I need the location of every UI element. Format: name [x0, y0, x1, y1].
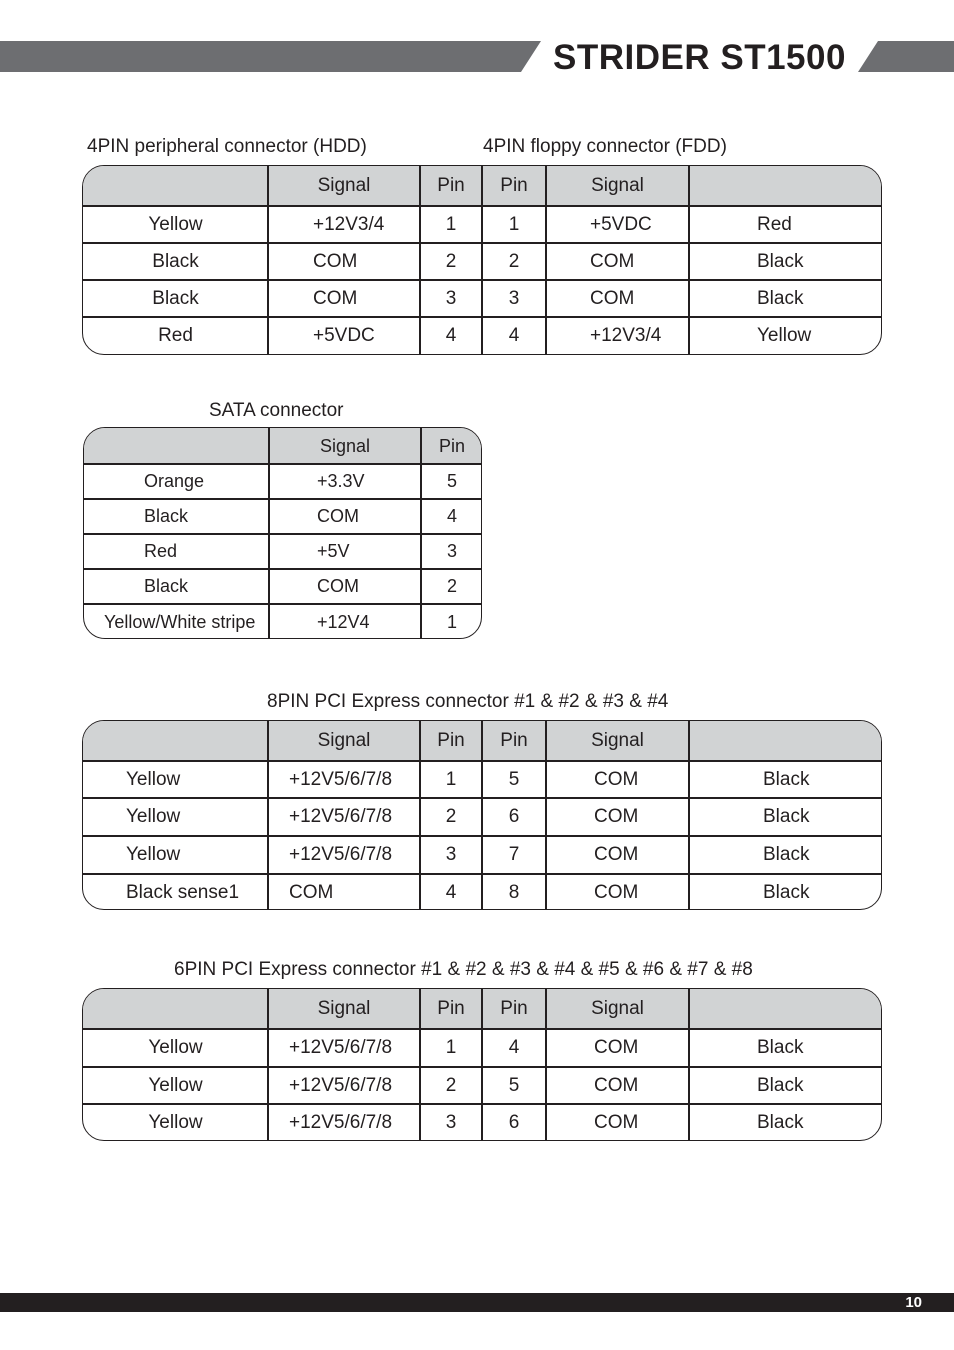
table-header-cell: [83, 989, 268, 1029]
table-cell: Red: [757, 214, 792, 235]
table-cell: 7: [508, 844, 520, 865]
table-cell: +12V5/6/7/8: [289, 769, 393, 790]
table-cell: COM: [289, 882, 334, 903]
table-header-cell: Pin: [500, 730, 528, 751]
table-header-cell: Signal: [319, 436, 371, 456]
table-cell: 2: [445, 806, 457, 827]
table-cell: +12V3/4: [313, 214, 385, 235]
table-cell: 2: [446, 576, 457, 596]
pcie6-caption: 6PIN PCI Express connector #1 & #2 & #3 & #4 & #5 & #6 & #7 & #8: [174, 959, 753, 980]
table-cell: 3: [445, 1112, 457, 1133]
table-header-cell: Signal: [317, 175, 371, 196]
fdd-caption: 4PIN floppy connector (FDD): [483, 136, 727, 157]
table-cell: COM: [313, 288, 358, 309]
page-number: 10: [905, 1294, 922, 1311]
table-cell: Yellow: [148, 1112, 203, 1133]
table-header-cell: Pin: [438, 436, 465, 456]
table-header-cell: Signal: [591, 175, 644, 196]
table-cell: 1: [446, 612, 457, 632]
table-cell: Yellow: [126, 769, 181, 790]
header-bar-right: [858, 41, 954, 72]
table-cell: +5V: [317, 541, 350, 561]
table-header-cell: Pin: [437, 175, 465, 196]
table-cell: 5: [446, 471, 457, 491]
table-cell: Black: [144, 506, 189, 526]
table-cell: Yellow: [148, 1037, 203, 1058]
table-cell: COM: [594, 1075, 639, 1096]
table-cell: 3: [445, 288, 457, 309]
table-cell: 4: [445, 325, 457, 346]
header-bar-left: [0, 41, 541, 72]
table-header-cell: [84, 428, 269, 464]
table-cell: +12V5/6/7/8: [289, 844, 393, 865]
table-cell: Black sense1: [126, 882, 240, 903]
table-cell: COM: [594, 882, 639, 903]
table-cell: COM: [590, 288, 635, 309]
table-cell: COM: [594, 769, 639, 790]
table-header-cell: Signal: [591, 730, 644, 751]
table-cell: 1: [445, 769, 457, 790]
table-cell: COM: [594, 1037, 639, 1058]
page-title: STRIDER ST1500: [553, 38, 846, 77]
table-cell: +12V4: [317, 612, 370, 632]
pcie8-table: [82, 720, 882, 910]
table-header-cell: [689, 721, 882, 761]
table-cell: Black: [152, 251, 199, 272]
table-cell: Yellow: [126, 844, 181, 865]
pcie8-caption: 8PIN PCI Express connector #1 & #2 & #3 & #4: [267, 691, 669, 712]
table-cell: Black: [144, 576, 189, 596]
table-cell: +12V5/6/7/8: [289, 806, 393, 827]
table-cell: 1: [445, 214, 457, 235]
table-cell: +5VDC: [590, 214, 652, 235]
table-cell: 2: [445, 1075, 457, 1096]
table-cell: Black: [763, 769, 810, 790]
table-cell: 1: [445, 1037, 457, 1058]
footer-bar: [0, 1293, 954, 1312]
table-cell: COM: [594, 806, 639, 827]
table-header-cell: Signal: [591, 998, 644, 1019]
table-header-cell: [689, 166, 882, 206]
table-header-cell: Signal: [317, 730, 371, 751]
table-cell: Orange: [144, 471, 205, 491]
pcie6-table: [82, 988, 882, 1141]
table-header-cell: [83, 721, 268, 761]
table-cell: 4: [508, 325, 520, 346]
table-cell: Black: [763, 844, 810, 865]
hdd-fdd-table: [82, 165, 882, 355]
table-cell: +12V5/6/7/8: [289, 1112, 393, 1133]
table-cell: Yellow: [148, 1075, 203, 1096]
table-cell: Yellow: [757, 325, 812, 346]
table-cell: Yellow/White stripe: [104, 612, 256, 632]
table-cell: Black: [757, 1037, 804, 1058]
table-cell: Black: [757, 288, 804, 309]
table-cell: COM: [317, 506, 359, 526]
table-cell: Black: [757, 251, 804, 272]
table-cell: 8: [508, 882, 520, 903]
table-header-cell: Pin: [500, 998, 528, 1019]
table-cell: +12V5/6/7/8: [289, 1075, 393, 1096]
table-cell: 6: [508, 1112, 520, 1133]
table-cell: Black: [757, 1112, 804, 1133]
table-cell: 3: [445, 844, 457, 865]
table-cell: +12V3/4: [590, 325, 662, 346]
table-cell: 4: [508, 1037, 520, 1058]
table-cell: +12V5/6/7/8: [289, 1037, 393, 1058]
table-cell: COM: [313, 251, 358, 272]
table-cell: COM: [594, 844, 639, 865]
table-cell: +5VDC: [313, 325, 375, 346]
table-cell: 2: [445, 251, 457, 272]
table-header-cell: Pin: [500, 175, 528, 196]
table-cell: Black: [152, 288, 199, 309]
sata-table: [83, 427, 482, 639]
table-cell: 6: [508, 806, 520, 827]
table-cell: COM: [317, 576, 359, 596]
table-cell: 3: [508, 288, 520, 309]
table-cell: 4: [446, 506, 457, 526]
hdd-caption: 4PIN peripheral connector (HDD): [87, 136, 367, 157]
table-cell: 3: [446, 541, 457, 561]
table-cell: Red: [158, 325, 193, 346]
table-cell: COM: [594, 1112, 639, 1133]
table-cell: Black: [763, 882, 810, 903]
table-cell: Yellow: [148, 214, 203, 235]
table-cell: COM: [590, 251, 635, 272]
table-header-cell: Pin: [437, 730, 465, 751]
table-cell: 4: [445, 882, 457, 903]
table-cell: Yellow: [126, 806, 181, 827]
sata-caption: SATA connector: [209, 400, 344, 421]
table-cell: Black: [763, 806, 810, 827]
table-cell: +3.3V: [317, 471, 365, 491]
table-header-cell: Pin: [437, 998, 465, 1019]
table-cell: 5: [508, 769, 520, 790]
table-cell: 1: [508, 214, 520, 235]
table-header-cell: Signal: [317, 998, 371, 1019]
table-header-cell: [689, 989, 882, 1029]
table-cell: Black: [757, 1075, 804, 1096]
table-cell: 2: [508, 251, 520, 272]
table-header-cell: [83, 166, 268, 206]
table-cell: 5: [508, 1075, 520, 1096]
table-cell: Red: [144, 541, 178, 561]
